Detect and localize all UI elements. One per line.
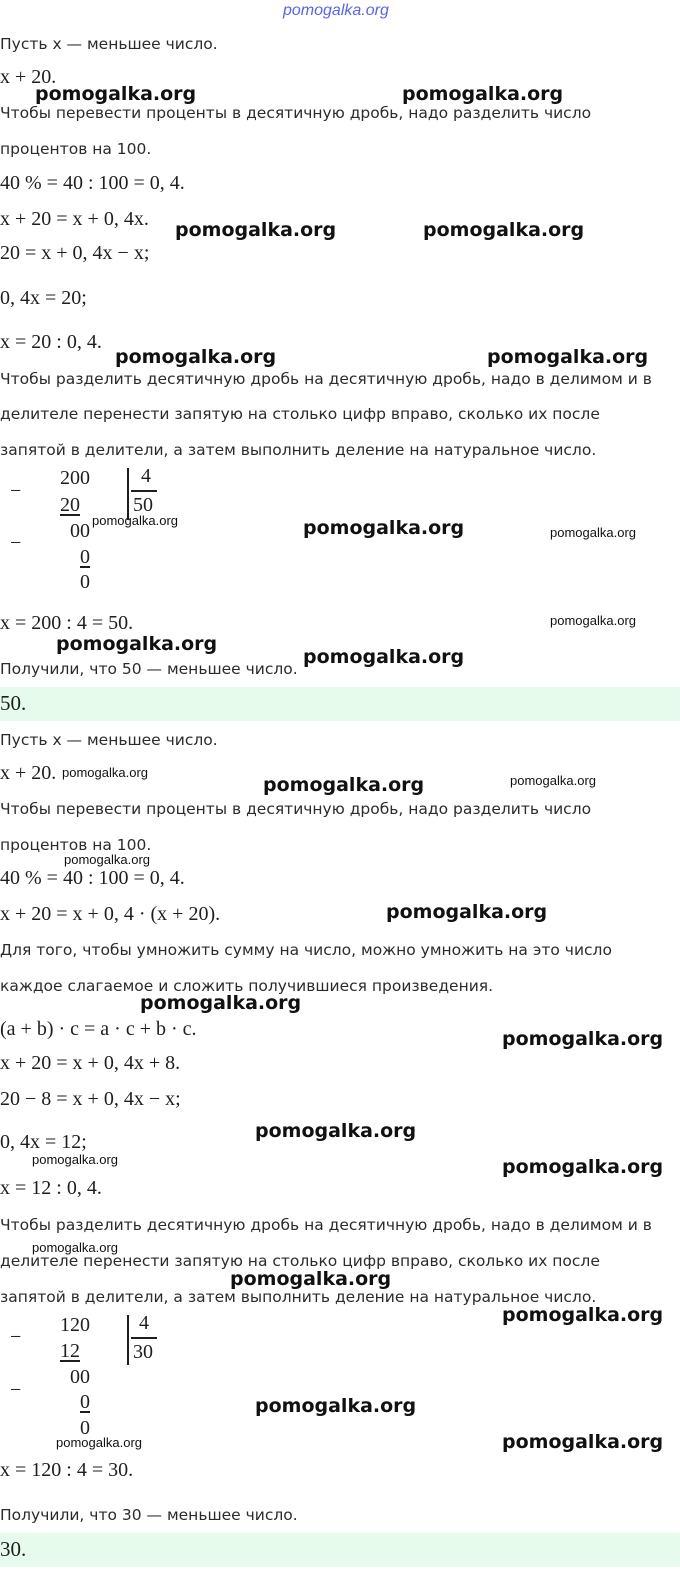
- solution2-division-rule-3: запятой в делители, а затем выполнить деление на натуральное число.: [0, 1288, 597, 1306]
- solution1-division-rule-3: запятой в делители, а затем выполнить деление на натуральное число.: [0, 441, 597, 459]
- quotient: 50: [133, 494, 153, 516]
- minus-sign: −: [10, 1326, 22, 1348]
- solution2-step4: x = 12 : 0, 4.: [0, 1177, 102, 1199]
- dividend: 200: [60, 467, 90, 489]
- divisor-line: [131, 490, 157, 492]
- watermark: pomogalka.org: [56, 1435, 142, 1450]
- watermark: pomogalka.org: [115, 346, 277, 368]
- subtrahend: 12: [60, 1340, 80, 1362]
- solution1-step3: x = 20 : 0, 4.: [0, 331, 102, 353]
- watermark: pomogalka.org: [56, 633, 218, 655]
- minus-sign: −: [10, 480, 22, 502]
- solution2-answer: 30.: [0, 1537, 27, 1561]
- divisor: 4: [139, 1312, 149, 1334]
- watermark: pomogalka.org: [487, 346, 649, 368]
- watermark: pomogalka.org: [423, 219, 585, 241]
- solution1-intro: Пусть x — меньшее число.: [0, 35, 218, 53]
- solution2-expr: x + 20.: [0, 762, 57, 784]
- division-bracket: [127, 1315, 129, 1365]
- watermark: pomogalka.org: [140, 992, 302, 1014]
- watermark: pomogalka.org: [303, 646, 465, 668]
- remainder: 0: [80, 571, 90, 593]
- watermark: pomogalka.org: [263, 774, 425, 796]
- watermark: pomogalka.org: [255, 1120, 417, 1142]
- minus-sign: −: [10, 532, 22, 554]
- solution1-conclusion: Получили, что 50 — меньшее число.: [0, 660, 298, 678]
- minus-sign: −: [10, 1379, 22, 1401]
- watermark: pomogalka.org: [175, 219, 337, 241]
- watermark: pomogalka.org: [32, 1240, 118, 1255]
- solution2-rule-cont: процентов на 100.: [0, 836, 152, 854]
- watermark: pomogalka.org: [303, 517, 465, 539]
- solution2-distributive-law: (a + b) · c = a · c + b · c.: [0, 1018, 197, 1040]
- solution2-rule: Чтобы перевести проценты в десятичную дробь, надо разделить число: [0, 800, 592, 818]
- solution2-conclusion: Получили, что 30 — меньшее число.: [0, 1506, 298, 1524]
- solution2-step1: x + 20 = x + 0, 4x + 8.: [0, 1052, 181, 1074]
- solution2-percent: 40 % = 40 : 100 = 0, 4.: [0, 867, 185, 889]
- watermark: pomogalka.org: [386, 901, 548, 923]
- solution2-intro: Пусть x — меньшее число.: [0, 731, 218, 749]
- watermark: pomogalka.org: [510, 773, 596, 788]
- subtrahend: 0: [80, 546, 90, 568]
- solution2-distributive-rule-2: каждое слагаемое и сложить получившиеся произведения.: [0, 977, 494, 995]
- solution2-distributive-rule: Для того, чтобы умножить сумму на число, можно умножить на это число: [0, 941, 612, 959]
- solution1-equation: x + 20 = x + 0, 4x.: [0, 208, 149, 230]
- solution1-step1: 20 = x + 0, 4x − x;: [0, 242, 150, 264]
- remainder: 00: [70, 520, 90, 542]
- watermark: pomogalka.org: [502, 1156, 664, 1178]
- solution1-percent: 40 % = 40 : 100 = 0, 4.: [0, 172, 185, 194]
- watermark: pomogalka.org: [502, 1028, 664, 1050]
- dividend: 120: [60, 1314, 90, 1336]
- solution2-step3: 0, 4x = 12;: [0, 1131, 87, 1153]
- watermark: pomogalka.org: [402, 83, 564, 105]
- subtrahend: 20: [60, 494, 80, 516]
- solution1-answer: 50.: [0, 691, 27, 715]
- solution2-division-rule: Чтобы разделить десятичную дробь на десятичную дробь, надо в делимом и в: [0, 1216, 652, 1234]
- remainder: 00: [70, 1366, 90, 1388]
- solution1-division-rule: Чтобы разделить десятичную дробь на десятичную дробь, надо в делимом и в: [0, 370, 652, 388]
- watermark: pomogalka.org: [255, 1395, 417, 1417]
- watermark: pomogalka.org: [230, 1268, 392, 1290]
- watermark: pomogalka.org: [64, 852, 150, 867]
- solution1-rule-cont: процентов на 100.: [0, 140, 152, 158]
- solution2-equation: x + 20 = x + 0, 4 · (x + 20).: [0, 903, 221, 925]
- solution2-step2: 20 − 8 = x + 0, 4x − x;: [0, 1088, 181, 1110]
- divisor: 4: [141, 465, 151, 487]
- solution2-result: x = 120 : 4 = 30.: [0, 1459, 134, 1481]
- subtrahend: 0: [80, 1391, 90, 1413]
- solution1-step2: 0, 4x = 20;: [0, 287, 87, 309]
- watermark: pomogalka.org: [62, 765, 148, 780]
- watermark: pomogalka.org: [550, 613, 636, 628]
- watermark: pomogalka.org: [502, 1304, 664, 1326]
- solution2-answer-box: [0, 1533, 680, 1567]
- divisor-line: [131, 1337, 157, 1339]
- quotient: 30: [133, 1341, 153, 1363]
- solution1-rule: Чтобы перевести проценты в десятичную дробь, надо разделить число: [0, 104, 592, 122]
- watermark: pomogalka.org: [92, 513, 178, 528]
- solution1-expr: x + 20.: [0, 66, 57, 88]
- watermark: pomogalka.org: [550, 525, 636, 540]
- solution1-result: x = 200 : 4 = 50.: [0, 612, 134, 634]
- watermark: pomogalka.org: [35, 83, 197, 105]
- solution1-division-rule-2: делителе перенести запятую на столько цифр вправо, сколько их после: [0, 405, 600, 423]
- solution1-answer-box: [0, 687, 680, 721]
- remainder: 0: [80, 1417, 90, 1439]
- watermark: pomogalka.org: [32, 1152, 118, 1167]
- top-watermark: pomogalka.org: [283, 2, 389, 19]
- watermark: pomogalka.org: [502, 1431, 664, 1453]
- solution2-division-rule-2: делителе перенести запятую на столько цифр вправо, сколько их после: [0, 1252, 600, 1270]
